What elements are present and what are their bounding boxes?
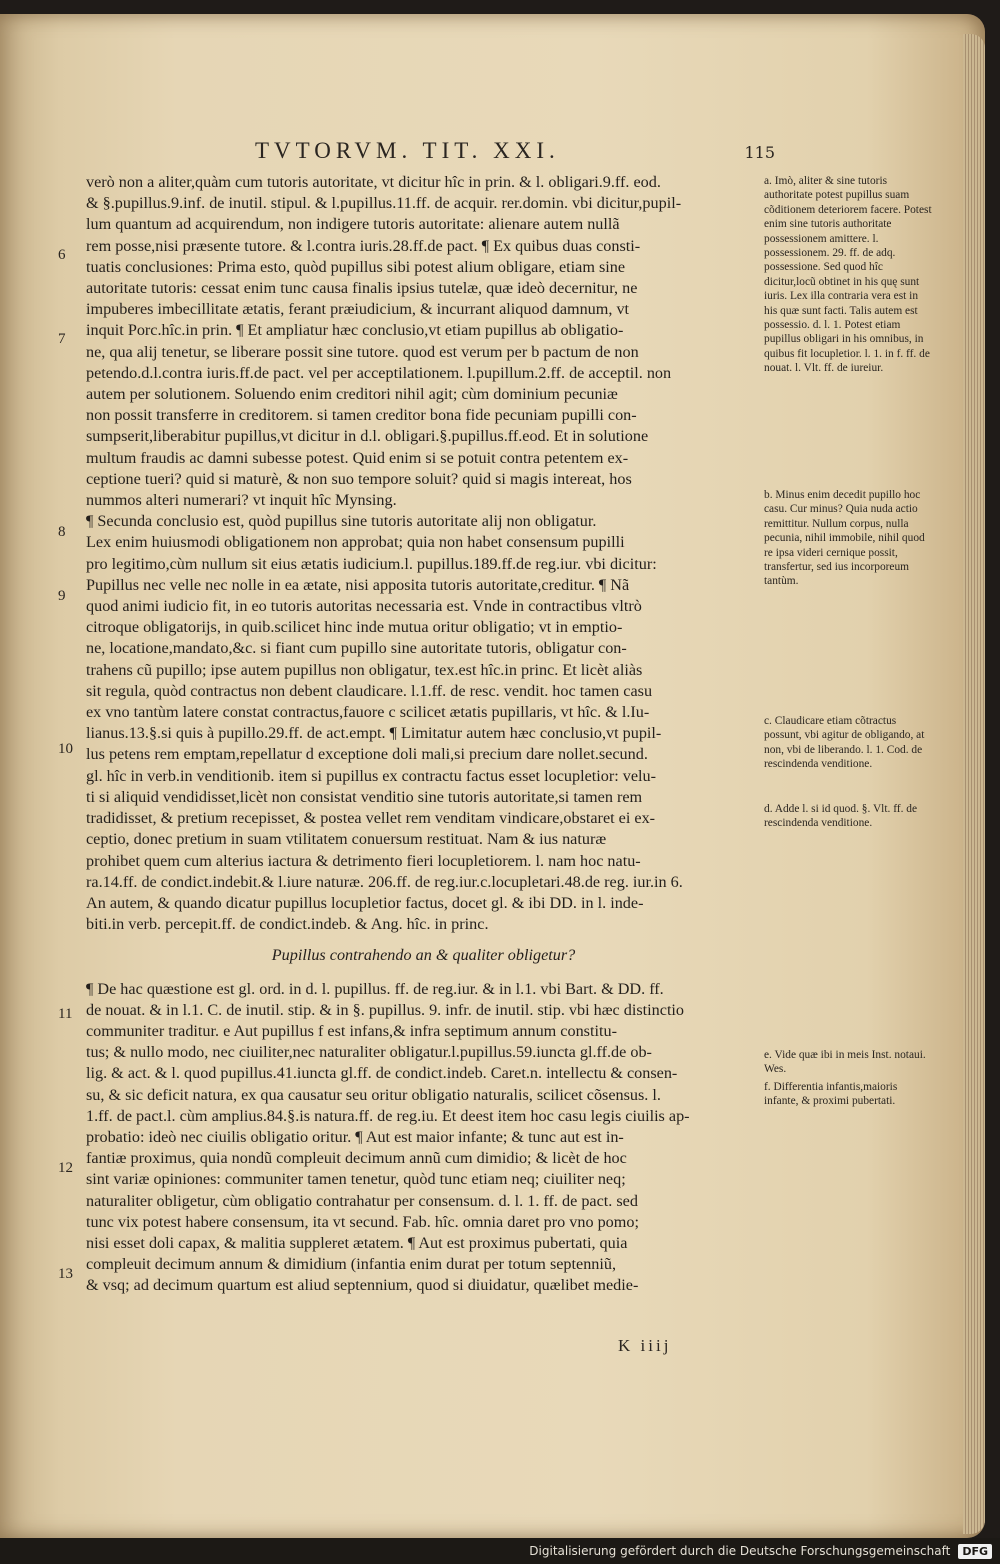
- text-line: inquit Porc.hîc.in prin. ¶ Et ampliatur hæc conclusio,vt etiam pupillus ab obligatio-: [86, 321, 624, 340]
- line-number: 7: [58, 331, 66, 347]
- text-line: impuberes imbecillitate ætatis, ferant præiudicium, & incurrant aliquod damnum, vt: [86, 300, 630, 319]
- text-line: lianus.13.§.si quis à pupillo.29.ff. de act.empt. ¶ Limitatur autem hæc conclusio,vt pupil-: [86, 724, 662, 743]
- margin-note-f: [764, 1080, 934, 1113]
- text-line: 1.ff. de pact.l. cùm amplius.84.§.is natura.ff. de reg.iu. Et deest item hoc casu legis ciuilis ap-: [86, 1106, 690, 1125]
- text-line: ex vno tantùm latere constat contractus,fauore c scilicet ætatis pupillaris, vt hîc. & l.Iu-: [86, 703, 650, 722]
- text-line: citroque obligatorijs, in quib.scilicet hinc inde mutua oritur obligatio; vt in emptio-: [86, 618, 623, 637]
- text-line: probatio: ideò nec ciuilis obligatio oritur. ¶ Aut est maior infante; & tunc aut est in-: [86, 1127, 624, 1146]
- text-line: nummos alteri numerari? vt inquit hîc Mynsing.: [86, 491, 397, 510]
- section-heading: Pupillus contrahendo an & qualiter obligetur?: [271, 946, 576, 965]
- text-line: ¶ De hac quæstione est gl. ord. in d. l. pupillus. ff. de reg.iur. & in l.1. vbi Bart. & DD. ff.: [86, 979, 664, 998]
- text-line: communiter traditur. e Aut pupillus f est infans,& infra septimum annum constitu-: [86, 1021, 617, 1040]
- margin-note-text: a. Imò, aliter & sine tutoris authoritate potest pupillus suam cõditionem deteriorem facere. Potest enim sine tutoris authoritate possessionem amittere. l. possessionem. 29. ff. de adq. possessione. Sed quod hîc dicitur,locũ obtinet in his quę sunt iuris. Lex illa contraria vera est in his quæ sunt facti. Talis autem est possessio. d. l. 1. Potest etiam pupillus obligari in his omnibus, in quibus fit locupletior. l. 1. in f. ff. de nouat. l. Vlt. ff. de iureiur.: [764, 175, 932, 375]
- text-line: pro legitimo,cùm nullum sit eius ætatis iudicium.l. pupillus.189.ff.de reg.iur. vbi dicitur:: [86, 554, 657, 573]
- text-line: su, & sic deficit natura, ex qua causatur seu oritur obligatio naturalis, scilicet cõsensus. l.: [86, 1085, 661, 1104]
- line-number: 13: [58, 1266, 73, 1282]
- text-line: prohibet quem cum alterius iactura & detrimento fieri locupletiorem. l. nam hoc natu-: [86, 851, 641, 870]
- text-line: sint variæ opiniones: communiter tamen tenetur, quòd tunc etiam neq; ciuiliter neq;: [86, 1170, 626, 1189]
- text-line: nisi esset doli capax, & malitia suppleret ætatem. ¶ Aut est proximus pubertati, quia: [86, 1233, 628, 1252]
- main-text-block: [86, 172, 761, 1297]
- line-number: 10: [58, 741, 73, 757]
- text-line: tuatis conclusiones: Prima esto, quòd pupillus sibi potest alium obligare, etiam sine: [86, 257, 626, 276]
- text-line: ne, qua alij tenetur, se liberare possit sine tutore. quod est verum per b pactum de non: [86, 342, 639, 361]
- line-number: 9: [58, 588, 66, 604]
- margin-note-text: b. Minus enim decedit pupillo hoc casu. Cur minus? Quia nuda actio remittitur. Nullum corpus, nulla pecunia, nihil immobile, nihil quod re ipsa videri cernique possit, transfertur, sed ius incorporeum tantùm.: [764, 489, 925, 588]
- text-line: lum quantum ad acquirendum, non indigere tutoris autoritate: alienare autem nullã: [86, 215, 620, 234]
- text-line: petendo.d.l.contra iuris.ff.de pact. vel per acceptilationem. l.pupillum.2.ff. de acceptil. non: [86, 363, 672, 382]
- text-line: tus; & nullo modo, nec ciuiliter,nec naturaliter obligatur.l.pupillus.59.iuncta gl.ff.de ob-: [86, 1043, 652, 1062]
- text-line: Lex enim huiusmodi obligationem non approbat; quia non habet consensum pupilli: [86, 533, 625, 552]
- text-line: ceptione tueri? quid si maturè, & non suo tempore soluit? quid si magis intereat, hos: [86, 469, 632, 488]
- text-line: tunc vix potest habere consensum, ita vt secund. Fab. hîc. omnia daret pro vno pomo;: [86, 1212, 639, 1231]
- page-edge-stack: [963, 34, 985, 1534]
- text-line: ¶ Secunda conclusio est, quòd pupillus sine tutoris autoritate alij non obligatur.: [86, 512, 597, 531]
- text-line: Pupillus nec velle nec nolle in ea ætate, nisi apposita tutoris autoritate,creditur. ¶ Nã: [86, 575, 630, 594]
- text-line: non possit transferre in creditorem. si tamen creditor bona fide pecuniam pupilli con-: [86, 406, 637, 425]
- text-line: naturaliter obligetur, cùm obligatio contrahatur per consensum. d. l. 1. ff. de pact. sed: [86, 1191, 638, 1210]
- text-line: ne, locatione,mandato,&c. si fiant cum pupillo sine autoritate tutoris, obligatur con-: [86, 639, 627, 658]
- dfg-logo-icon: DFG: [958, 1544, 992, 1559]
- margin-note-text: d. Adde l. si id quod. §. Vlt. ff. de rescindenda venditione.: [764, 803, 918, 830]
- text-line: de nouat. & in l.1. C. de inutil. stip. & in §. pupillus. 9. infr. de inutil. stip. vbi hæc distinctio: [86, 1000, 685, 1019]
- margin-note-a: [764, 174, 934, 380]
- margin-note-text: c. Claudicare etiam cõtractus possunt, vbi agitur de obligando, at non, vbi de liberando. l. 1. Cod. de rescindenda venditione.: [764, 715, 925, 771]
- margin-note-c: [764, 714, 934, 776]
- margin-note-d: [764, 802, 934, 835]
- signature-mark: K iiij: [618, 1336, 672, 1355]
- text-line: lig. & act. & l. quod pupillus.41.iuncta gl.ff. de condict.indeb. Caret.n. intellectu & consen-: [86, 1064, 678, 1083]
- footer-credit: Digitalisierung gefördert durch die Deutsche Forschungsgemeinschaft: [529, 1544, 951, 1558]
- text-line: & §.pupillus.9.inf. de inutil. stipul. & l.pupillus.11.ff. de acquir. rer.domin. vbi dicitur,pupil-: [86, 194, 682, 213]
- text-line: ceptio, donec pretium in suam vtilitatem conuersum restituat. Nam & ius naturæ: [86, 830, 607, 849]
- text-line: gl. hîc in verb.in venditionib. item si pupillus ex contractu factus esset locupletior: velu-: [86, 766, 657, 785]
- text-line: tradidisset, & pretium recepisset, & postea vellet rem venditam vindicare,obstaret ei ex-: [86, 809, 656, 828]
- text-line: quod animi iudicio fit, in eo tutoris autoritas necessaria est. Vnde in contractibus vltrò: [86, 597, 642, 616]
- book-page: [0, 14, 985, 1538]
- text-line: multum fraudis ac damni subesse potest. Quid enim si se potuit contra petentem ex-: [86, 448, 629, 467]
- text-line: sumpserit,liberabitur pupillus,vt dicitur in d.l. obligari.§.pupillus.ff.eod. Et in solutione: [86, 427, 649, 446]
- digitization-footer: [0, 1538, 1000, 1564]
- text-line: verò non a aliter,quàm cum tutoris autoritate, vt dicitur hîc in prin. & l. obligari.9.ff. eod.: [86, 173, 661, 191]
- margin-note-text: f. Differentia infantis,maioris infante, & proximi pubertati.: [764, 1081, 898, 1108]
- line-number: 8: [58, 524, 66, 540]
- text-line: sit regula, quòd contractus non debent claudicare. l.1.ff. de resc. vendit. hoc tamen casu: [86, 681, 653, 700]
- page-header: [255, 138, 775, 170]
- line-number: 11: [58, 1006, 73, 1022]
- text-line: compleuit decimum annum & dimidium (infantia enim durat per totum septenniũ,: [86, 1255, 617, 1274]
- text-line: autem per solutionem. Soluendo enim creditori nihil agit; cùm dominium pecuniæ: [86, 385, 618, 404]
- line-number: 6: [58, 247, 66, 263]
- text-line: lus petens rem emptam,repellatur d exceptione doli mali,si precium dare nollet.secund.: [86, 745, 648, 764]
- text-line: fantiæ proximus, quia nondũ compleuit decimum annũ cum dimidio; & licèt de hoc: [86, 1149, 627, 1168]
- text-line: biti.in verb. percepit.ff. de condict.indeb. & Ang. hîc. in princ.: [86, 915, 489, 934]
- text-line: rem posse,nisi præsente tutore. & l.contra iuris.28.ff.de pact. ¶ Ex quibus duas consti-: [86, 236, 641, 255]
- margin-note-b: [764, 488, 934, 593]
- text-line: ra.14.ff. de condict.indebit.& l.iure naturæ. 206.ff. de reg.iur.c.locupletari.48.de reg. iur.in 6.: [86, 872, 683, 891]
- text-line: An autem, & quando dicatur pupillus locupletior factus, docet gl. & ibi DD. in l. inde-: [86, 893, 644, 912]
- text-line: trahens cũ pupillo; ipse autem pupillus non obligatur, tex.est hîc.in princ. Et licèt aliàs: [86, 660, 643, 679]
- text-line: ti si aliquid vendidisset,licèt non consistat venditio sine tutoris autoritate,si tamen rem: [86, 787, 643, 806]
- line-number: 12: [58, 1160, 73, 1176]
- margin-note-e: [764, 1048, 934, 1081]
- running-title: TVTORVM. TIT. XXI.: [255, 138, 560, 163]
- margin-note-text: e. Vide quæ ibi in meis Inst. notaui. Wes.: [764, 1049, 926, 1076]
- page-number: 115: [744, 143, 775, 162]
- text-line: autoritate tutoris: cessat enim tunc causa finalis ipsius tutelæ, quæ ideò decernitur, ne: [86, 279, 638, 298]
- text-line: & vsq; ad decimum quartum est aliud septennium, quod si diuidatur, quælibet medie-: [86, 1276, 639, 1295]
